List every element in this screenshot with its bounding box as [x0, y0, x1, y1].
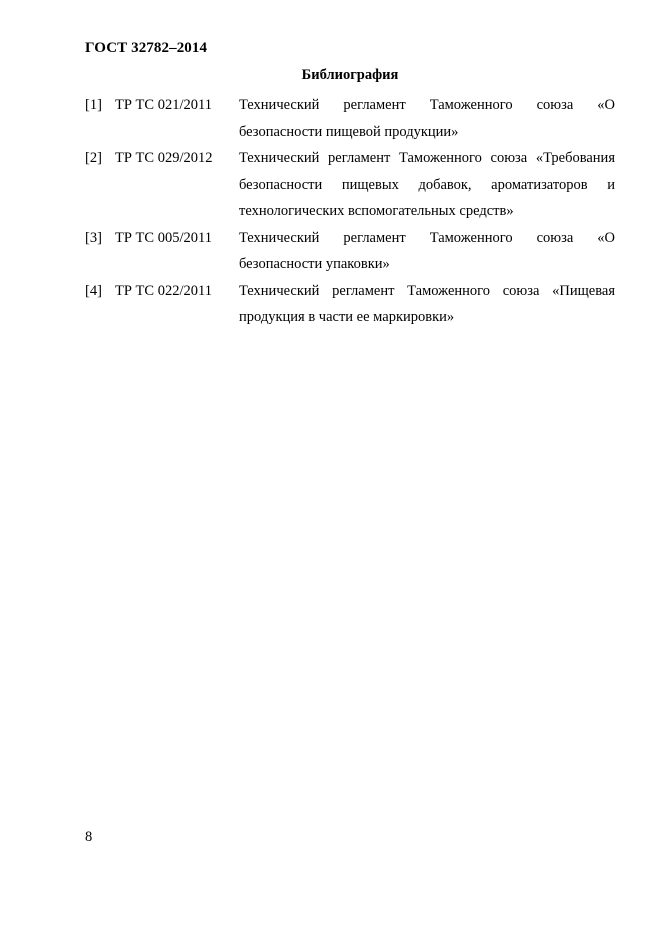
bibliography-list	[85, 92, 615, 331]
entry-code: ТР ТС 029/2012	[115, 150, 213, 166]
entry-code: ТР ТС 022/2011	[115, 282, 212, 299]
entry-text: Технический регламент Таможенного союза «О безопасности пищевой продукции»	[239, 97, 615, 140]
page-number: 8	[85, 829, 93, 845]
entry-text: Технический регламент Таможенного союза «О безопасности упаковки»	[239, 229, 615, 272]
bibliography-entry	[85, 278, 615, 331]
bibliography-entry	[85, 92, 615, 145]
section-title: Библиография	[301, 67, 399, 83]
entry-number: [3]	[85, 229, 102, 246]
entry-code: ТР ТС 021/2011	[115, 97, 212, 113]
entry-number: [1]	[85, 97, 102, 113]
entry-text: Технический регламент Таможенного союза «Пищевая продукция в части ее маркировки»	[239, 282, 615, 325]
bibliography-entry	[85, 145, 615, 225]
entry-number: [2]	[85, 150, 102, 166]
standard-designation: ГОСТ 32782–2014	[85, 40, 208, 56]
bibliography-entry	[85, 225, 615, 278]
entry-number: [4]	[85, 282, 102, 299]
entry-text: Технический регламент Таможенного союза «Требования безопасности пищевых добавок, ароматизаторов и технологических вспомогательных средств»	[239, 150, 615, 219]
entry-code: ТР ТС 005/2011	[115, 229, 212, 246]
